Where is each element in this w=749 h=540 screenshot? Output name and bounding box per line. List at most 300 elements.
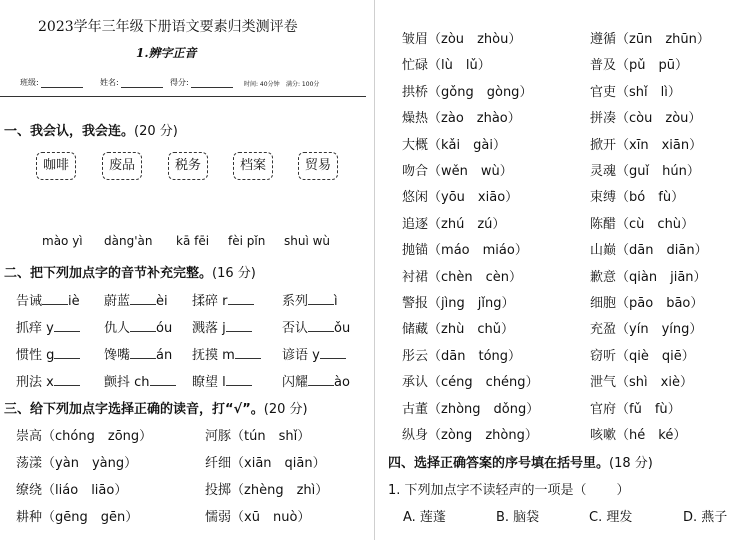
fill-blank[interactable]	[228, 292, 254, 305]
fill-item	[104, 290, 168, 309]
reading-option-b[interactable]: miáo	[482, 243, 515, 259]
fill-blank[interactable]	[54, 319, 80, 332]
fill-blank[interactable]	[308, 319, 334, 332]
spacer	[646, 58, 659, 73]
choice-word: 拼凑	[590, 111, 617, 127]
paren-close: ）	[507, 111, 521, 127]
question-1	[388, 479, 630, 498]
reading-option-a[interactable]: còu	[629, 111, 653, 127]
fill-word: 揉碎	[192, 294, 219, 309]
section2-points: (16 分)	[212, 266, 256, 281]
reading-choice	[590, 318, 702, 337]
reading-option-b[interactable]: tóng	[478, 348, 509, 364]
full-score-note: 满分: 100分	[286, 81, 320, 88]
paren-open: （	[616, 428, 630, 443]
choice-word: 官府	[590, 401, 617, 417]
fill-word: 刑法	[16, 375, 43, 390]
fill-item	[16, 317, 80, 336]
choice-word: 普及	[590, 58, 617, 74]
fill-item	[192, 317, 252, 336]
reading-choice	[402, 424, 538, 443]
word-card[interactable]: 税务	[168, 152, 208, 180]
fill-hint: g	[46, 348, 55, 363]
reading-option-a[interactable]: qiè	[629, 348, 649, 364]
reading-choice	[402, 345, 521, 364]
paren-open: （	[616, 32, 630, 47]
paren-close: ）	[675, 58, 689, 74]
reading-option-b[interactable]: xiè	[660, 375, 680, 391]
paren-open: （	[428, 190, 442, 206]
fill-blank[interactable]	[235, 346, 261, 359]
paren-close: ）	[519, 84, 533, 100]
paren-open: （	[428, 32, 442, 47]
reading-option-a[interactable]: lù	[441, 58, 453, 74]
spacer	[464, 32, 477, 47]
reading-choice	[402, 292, 514, 311]
reading-option-a[interactable]: gǒng	[441, 84, 474, 100]
reading-option-b[interactable]: zhào	[476, 111, 508, 127]
fill-blank[interactable]	[54, 346, 80, 359]
reading-option-a[interactable]: tún	[244, 429, 266, 444]
reading-choice	[590, 213, 694, 232]
choice-word: 耕种	[16, 510, 43, 525]
reading-option-a[interactable]: zhú	[441, 216, 465, 232]
paren-open: （	[42, 429, 56, 444]
spacer	[473, 375, 486, 390]
choice-word: 吻合	[402, 164, 429, 179]
reading-option-b[interactable]: gài	[473, 137, 493, 153]
paren-open: （	[231, 510, 245, 525]
paren-open: （	[42, 510, 56, 525]
reading-option-b[interactable]: lǔ	[465, 58, 478, 74]
reading-option-b[interactable]: dǒng	[493, 401, 527, 417]
paren-close: ）	[673, 428, 687, 443]
name-field	[100, 77, 163, 88]
paren-open: （	[428, 296, 442, 311]
choice-word: 衬裙	[402, 269, 429, 285]
reading-option-a[interactable]: zòng	[441, 428, 473, 443]
reading-option-a[interactable]: cù	[629, 216, 645, 232]
reading-option-b[interactable]: fù	[654, 401, 668, 417]
choice-word: 懦弱	[205, 510, 232, 525]
reading-option-b[interactable]: bāo	[666, 296, 691, 311]
reading-choice	[590, 266, 707, 285]
reading-option-b[interactable]: diān	[666, 243, 695, 259]
choice-word: 窃听	[590, 348, 617, 364]
spacer	[260, 510, 273, 525]
choice-word: 河豚	[205, 429, 232, 444]
spacer	[464, 322, 477, 337]
reading-choice	[590, 398, 681, 417]
reading-choice	[205, 452, 326, 471]
paren-close: ）	[688, 111, 702, 127]
option-d[interactable]: D. 燕子	[683, 510, 728, 525]
paren-close: ）	[689, 137, 703, 153]
reading-option-b[interactable]: chù	[657, 216, 682, 232]
reading-choice	[590, 54, 688, 73]
reading-option-b[interactable]: jǐng	[477, 296, 502, 311]
fill-item	[282, 317, 350, 336]
choice-word: 陈醋	[590, 216, 617, 232]
reading-option-a[interactable]: máo	[441, 243, 470, 259]
reading-option-a[interactable]: xīn	[629, 137, 649, 153]
paren-open: （	[42, 483, 56, 498]
choice-word: 山巅	[590, 243, 617, 259]
reading-option-a[interactable]: céng	[441, 375, 473, 391]
fill-blank[interactable]	[130, 292, 156, 305]
reading-choice	[590, 186, 684, 205]
paren-close: ）	[525, 375, 539, 391]
paren-close: ）	[492, 216, 506, 232]
header-rule	[0, 96, 366, 97]
score-label: 得分:	[170, 78, 189, 87]
reading-choice	[402, 160, 513, 179]
reading-option-a[interactable]: shǐ	[629, 84, 648, 100]
reading-choice	[590, 107, 701, 126]
reading-choice	[402, 371, 539, 390]
paren-open: （	[428, 84, 442, 100]
spacer	[649, 322, 662, 337]
fill-hint: ǒu	[334, 321, 351, 336]
paren-open: （	[428, 137, 442, 153]
choice-word: 纤细	[205, 456, 232, 471]
spacer	[474, 85, 487, 100]
fill-hint: ào	[334, 375, 350, 390]
spacer	[645, 190, 658, 205]
reading-option-a[interactable]: zào	[441, 111, 464, 127]
paren-close: ）	[114, 483, 128, 498]
choice-word: 投掷	[205, 483, 232, 498]
reading-option-a[interactable]: liáo	[55, 483, 79, 498]
fill-word: 抓痒	[16, 321, 43, 336]
spacer	[460, 138, 473, 153]
question-1-stem-end: ）	[616, 483, 630, 498]
reading-option-b[interactable]: fù	[658, 190, 672, 206]
paren-close: ）	[499, 164, 513, 179]
paren-open: （	[616, 243, 630, 259]
paren-close: ）	[508, 32, 522, 47]
reading-option-b[interactable]: chǔ	[477, 322, 501, 338]
reading-option-a[interactable]: dān	[441, 348, 466, 364]
pinyin-option[interactable]: mào yì	[42, 234, 83, 248]
page-title: 2023学年三年级下册语文要素归类测评卷	[38, 19, 298, 35]
paren-close: ）	[509, 269, 523, 285]
reading-option-a[interactable]: xū	[244, 510, 260, 525]
spacer	[657, 270, 670, 285]
spacer	[266, 429, 279, 444]
reading-option-b[interactable]: gēn	[100, 510, 126, 525]
fill-blank[interactable]	[308, 373, 334, 386]
reading-option-b[interactable]: zú	[477, 216, 493, 232]
paren-close: ）	[686, 164, 700, 179]
spacer	[644, 217, 657, 232]
reading-option-a[interactable]: yàn	[55, 456, 79, 471]
fill-blank[interactable]	[130, 346, 156, 359]
fill-word: 闪耀	[282, 375, 309, 390]
reading-option-b[interactable]: ké	[658, 428, 674, 443]
paren-open: （	[616, 269, 630, 285]
reading-option-a[interactable]: pǔ	[629, 58, 646, 74]
reading-option-b[interactable]: liāo	[91, 483, 115, 498]
paren-close: ）	[667, 401, 681, 417]
reading-option-b[interactable]: pū	[658, 58, 676, 74]
score-blank	[191, 79, 233, 88]
reading-option-b[interactable]: shǐ	[278, 429, 298, 444]
reading-option-b[interactable]: xiān	[661, 137, 690, 153]
fill-word: 瞭望	[192, 375, 219, 390]
option-a[interactable]: A. 莲蓬	[403, 510, 446, 525]
fill-hint: l	[222, 375, 226, 390]
reading-option-b[interactable]: yàng	[91, 456, 125, 471]
choice-word: 燥热	[402, 111, 429, 127]
fill-item	[16, 344, 80, 363]
spacer	[465, 296, 478, 311]
spacer	[473, 270, 486, 285]
reading-option-a[interactable]: gēng	[55, 510, 88, 525]
choice-word: 掀开	[590, 137, 617, 153]
section2-heading	[4, 262, 256, 281]
reading-choice	[402, 266, 522, 285]
fill-blank[interactable]	[320, 346, 346, 359]
reading-option-a[interactable]: zòu	[441, 32, 465, 47]
reading-option-b[interactable]: wù	[480, 164, 500, 179]
paren-open: （	[42, 456, 56, 471]
fill-word: 仇人	[104, 321, 131, 336]
paren-open: （	[428, 322, 442, 338]
spacer	[642, 402, 655, 417]
reading-option-b[interactable]: nuò	[272, 510, 298, 525]
option-b[interactable]: B. 脑袋	[496, 510, 540, 525]
spacer	[645, 428, 658, 443]
fill-item	[192, 290, 254, 309]
reading-option-a[interactable]: kǎi	[441, 137, 461, 153]
section4-heading	[388, 452, 653, 471]
spacer	[468, 164, 481, 179]
reading-option-a[interactable]: shì	[629, 375, 648, 391]
paren-close: ）	[679, 375, 693, 391]
fill-blank[interactable]	[226, 373, 252, 386]
paren-close: ）	[690, 296, 704, 311]
choice-word: 悠闲	[402, 190, 429, 206]
reading-option-b[interactable]: qiān	[284, 456, 313, 471]
reading-option-b[interactable]: hún	[662, 164, 687, 179]
paren-close: ）	[297, 510, 311, 525]
paren-open: （	[428, 428, 442, 443]
choice-word: 古董	[402, 401, 429, 417]
word-card[interactable]: 贸易	[298, 152, 338, 180]
class-field	[20, 77, 83, 88]
time-note: 时间: 40分钟	[244, 81, 280, 88]
reading-choice	[402, 213, 505, 232]
reading-option-b[interactable]: cèn	[485, 269, 510, 285]
paren-open: （	[616, 84, 630, 100]
choice-word: 充盈	[590, 322, 617, 338]
reading-option-b[interactable]: zhì	[296, 483, 316, 498]
reading-option-a[interactable]: yōu	[441, 190, 465, 206]
reading-choice	[402, 28, 521, 47]
choice-word: 拱桥	[402, 84, 429, 100]
reading-option-a[interactable]: jìng	[441, 296, 465, 311]
fill-blank[interactable]	[150, 373, 176, 386]
choice-word: 遵循	[590, 32, 617, 47]
fill-hint: án	[156, 348, 173, 363]
fill-item	[282, 371, 350, 390]
reading-option-b[interactable]: yíng	[661, 322, 690, 338]
spacer	[95, 429, 108, 444]
spacer	[464, 217, 477, 232]
reading-choice	[590, 160, 700, 179]
word-card[interactable]: 咖啡	[36, 152, 76, 180]
section1-points: (20 分)	[134, 124, 178, 139]
paren-open: （	[428, 58, 442, 74]
fill-blank[interactable]	[226, 319, 252, 332]
spacer	[648, 375, 661, 390]
reading-option-b[interactable]: zhūn	[665, 32, 697, 47]
reading-option-a[interactable]: guǐ	[629, 164, 650, 179]
reading-option-b[interactable]: jiān	[670, 269, 694, 285]
section1-title: 一、我会认，我会连。	[4, 124, 135, 139]
paren-close: ）	[477, 58, 491, 74]
reading-option-b[interactable]: gòng	[486, 84, 520, 100]
reading-option-a[interactable]: xiān	[244, 456, 272, 471]
reading-option-a[interactable]: zhòng	[441, 401, 481, 417]
paren-close: ）	[696, 32, 710, 47]
choice-word: 皱眉	[402, 32, 429, 47]
paren-open: （	[428, 111, 442, 127]
pinyin-option[interactable]: dàng'àn	[104, 234, 153, 248]
reading-option-b[interactable]: chéng	[485, 375, 526, 391]
spacer	[649, 349, 662, 364]
reading-option-a[interactable]: hé	[629, 428, 646, 443]
fill-word: 馋嘴	[104, 348, 131, 363]
reading-option-b[interactable]: zhòng	[485, 428, 525, 443]
choice-word: 承认	[402, 375, 429, 391]
reading-option-a[interactable]: fǔ	[629, 401, 642, 417]
fill-word: 溅落	[192, 321, 219, 336]
paren-open: （	[616, 216, 630, 232]
paren-close: ）	[526, 401, 540, 417]
paren-close: ）	[508, 348, 522, 364]
fill-item	[192, 371, 252, 390]
paren-open: （	[231, 483, 245, 498]
fill-item	[16, 371, 80, 390]
pinyin-option[interactable]: fèi pǐn	[228, 234, 266, 248]
reading-option-a[interactable]: zūn	[629, 32, 653, 47]
paren-open: （	[428, 375, 442, 391]
reading-option-a[interactable]: pāo	[629, 296, 654, 311]
reading-option-b[interactable]: zōng	[107, 429, 140, 444]
pinyin-option[interactable]: shuì wù	[284, 234, 331, 248]
reading-choice	[402, 239, 528, 258]
paren-close: ）	[500, 322, 514, 338]
word-card[interactable]: 档案	[233, 152, 273, 180]
spacer	[652, 111, 665, 126]
fill-blank[interactable]	[54, 373, 80, 386]
reading-option-b[interactable]: zhòu	[477, 32, 509, 47]
paren-close: ）	[671, 190, 685, 206]
paren-open: （	[616, 375, 630, 391]
fill-hint: y	[46, 321, 54, 336]
reading-option-a[interactable]: zhèng	[244, 483, 284, 498]
fill-blank[interactable]	[42, 292, 68, 305]
choice-word: 储藏	[402, 322, 429, 338]
reading-option-b[interactable]: zòu	[665, 111, 689, 127]
paren-open: （	[231, 429, 245, 444]
paren-close: ）	[124, 456, 138, 471]
fill-hint: y	[312, 348, 320, 363]
paren-open: （	[616, 164, 630, 179]
paren-open: （	[428, 269, 442, 285]
reading-option-a[interactable]: bó	[629, 190, 646, 206]
choice-word: 缭绕	[16, 483, 43, 498]
reading-choice	[402, 107, 521, 126]
reading-option-a[interactable]: yín	[629, 322, 649, 338]
section3-points: (20 分)	[263, 402, 308, 417]
choice-word: 荡漾	[16, 456, 43, 471]
word-card[interactable]: 废品	[102, 152, 142, 180]
reading-option-a[interactable]: dān	[629, 243, 654, 259]
reading-option-b[interactable]: qiē	[661, 348, 682, 364]
choice-word: 彤云	[402, 348, 429, 364]
reading-option-a[interactable]: wěn	[441, 164, 468, 179]
paren-open: （	[616, 322, 630, 338]
option-c[interactable]: C. 理发	[589, 510, 633, 525]
reading-choice	[402, 318, 514, 337]
paren-open: （	[616, 58, 630, 74]
choice-word: 灵魂	[590, 164, 617, 179]
reading-option-a[interactable]: zhù	[441, 322, 465, 338]
choice-word: 大概	[402, 137, 429, 153]
reading-choice	[402, 398, 539, 417]
paren-close: ）	[312, 456, 326, 471]
reading-choice	[590, 239, 708, 258]
fill-hint: ch	[134, 375, 150, 390]
reading-choice	[590, 28, 710, 47]
reading-option-b[interactable]: lì	[660, 84, 668, 100]
choice-word: 忙碌	[402, 58, 429, 74]
fill-item	[104, 317, 172, 336]
paren-close: ）	[514, 243, 528, 259]
spacer	[272, 456, 285, 471]
paren-close: ）	[681, 216, 695, 232]
fill-word: 惯性	[16, 348, 43, 363]
fill-blank[interactable]	[130, 319, 156, 332]
reading-option-b[interactable]: xiāo	[477, 190, 506, 206]
fill-word: 蔚蓝	[104, 294, 131, 309]
choice-word: 官吏	[590, 84, 617, 100]
paren-open: （	[616, 401, 630, 417]
class-blank	[41, 79, 83, 88]
spacer	[284, 483, 297, 498]
reading-choice	[402, 81, 532, 100]
reading-option-a[interactable]: qiàn	[629, 269, 658, 285]
section2-title: 二、把下列加点字的音节补充完整。	[4, 266, 213, 281]
reading-option-a[interactable]: chóng	[55, 429, 95, 444]
spacer	[464, 111, 477, 126]
reading-choice	[590, 292, 703, 311]
name-label: 姓名:	[100, 78, 119, 87]
reading-choice	[205, 479, 328, 498]
fill-blank[interactable]	[308, 292, 334, 305]
fill-item	[104, 344, 172, 363]
pinyin-option[interactable]: kā fēi	[176, 234, 210, 248]
choice-word: 泄气	[590, 375, 617, 391]
choice-word: 崇高	[16, 429, 43, 444]
paren-open: （	[428, 243, 442, 259]
reading-option-a[interactable]: chèn	[441, 269, 473, 285]
choice-word: 追逐	[402, 216, 429, 232]
choice-word: 警报	[402, 296, 429, 311]
